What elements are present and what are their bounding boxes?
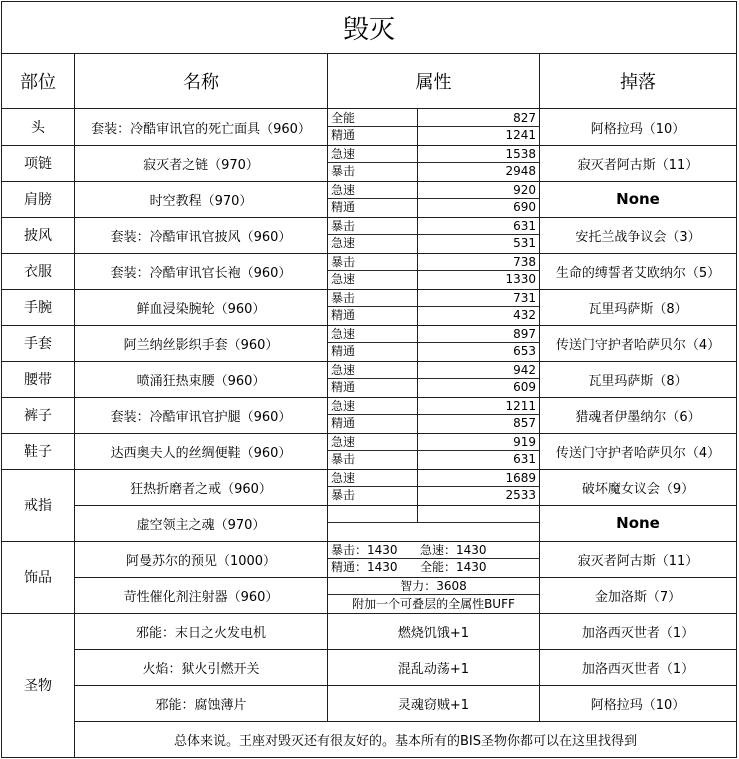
slot-label: 鞋子 [24,444,52,460]
grid-line [417,109,418,145]
item-name: 鲜血浸染腕轮（960） [136,301,266,317]
grid-line [1,1,2,758]
stat-line: 精通：1430 [331,560,398,574]
grid-line [1,53,737,54]
stat-value: 1538 [505,147,536,161]
drop-source: 瓦里玛萨斯（8） [588,301,688,317]
stat-line: 全能：1430 [420,560,487,574]
grid-line [1,289,737,290]
grid-line [417,289,418,325]
slot-label: 戒指 [24,498,52,514]
stat-line: 智力：3608 [400,579,467,593]
stat-value: 857 [513,416,536,430]
slot-label: 头 [31,120,45,136]
item-name: 套装：冷酷审讯官的死亡面具（960） [91,121,311,137]
stat-line: 急速：1430 [420,543,487,557]
grid-line [327,126,540,127]
grid-line [417,325,418,361]
slot-label: 衣服 [24,264,52,280]
stat-label: 暴击 [331,452,356,466]
drop-source: 加洛西灭世者（1） [581,661,695,677]
grid-line [417,217,418,253]
grid-line [327,53,328,721]
header-stats: 属性 [415,72,452,93]
grid-line [327,234,540,235]
stat-value: 919 [513,435,536,449]
drop-source: 金加洛斯（7） [594,589,682,605]
slot-label: 裤子 [24,408,52,424]
stat-label: 暴击 [331,488,356,502]
grid-line [327,414,540,415]
drop-source: 生命的缚誓者艾欧纳尔（5） [555,265,721,281]
stat-value: 432 [513,308,536,322]
page-title: 毁灭 [342,15,395,45]
stat-value: 631 [513,452,536,466]
slot-label: 披风 [24,228,52,244]
grid-line [327,522,540,523]
stat-label: 急速 [331,471,356,485]
stat-label: 暴击 [331,291,356,305]
grid-line [74,649,737,650]
drop-source: 寂灭者阿古斯（11） [577,157,699,173]
relic-name: 邪能：末日之火发电机 [135,625,266,641]
grid-line [327,450,540,451]
grid-line [1,757,737,758]
slot-label: 手套 [24,336,52,352]
grid-line [1,433,737,434]
grid-line [327,342,540,343]
stat-value: 731 [513,291,536,305]
stat-value: 920 [513,183,536,197]
grid-line [327,306,540,307]
grid-line [1,253,737,254]
slot-label: 肩膀 [24,192,52,208]
stat-value: 2533 [505,488,536,502]
stat-value: 1211 [505,399,536,413]
item-name: 苛性催化剂注射器（960） [123,589,279,605]
header-drop: 掉落 [620,72,656,93]
drop-source: None [616,190,660,208]
stat-value: 738 [513,255,536,269]
stat-value: 1241 [505,128,536,142]
grid-line [327,594,540,595]
grid-line [417,469,418,505]
header-name: 名称 [183,72,219,93]
stat-label: 急速 [331,147,356,161]
stat-label: 暴击 [331,164,356,178]
relic-effect: 燃烧饥饿+1 [397,625,470,641]
drop-source: 寂灭者阿古斯（11） [577,553,699,569]
stat-label: 急速 [331,363,356,377]
drop-source: 猎魂者伊墨纳尔（6） [575,409,701,425]
stat-value: 609 [513,380,536,394]
stat-value: 690 [513,200,536,214]
item-name: 阿曼苏尔的预见（1000） [125,553,277,569]
item-name: 套装：冷酷审讯官披风（960） [110,229,292,245]
grid-line [327,486,540,487]
item-name: 达西奥夫人的丝绸便鞋（960） [110,445,292,461]
stat-value: 1689 [505,471,536,485]
grid-line [1,325,737,326]
grid-line [327,558,540,559]
grid-line [417,181,418,217]
grid-line [417,253,418,289]
drop-source: 加洛西灭世者（1） [581,625,695,641]
item-name: 虚空领主之魂（970） [136,517,266,533]
item-name: 套装：冷酷审讯官长袍（960） [110,265,292,281]
grid-line [1,613,737,614]
item-name: 寂灭者之链（970） [143,157,259,173]
relic-effect: 混乱动荡+1 [397,661,470,677]
stat-label: 精通 [331,380,356,394]
grid-line [1,108,737,109]
item-name: 阿兰纳丝影织手套（960） [123,337,279,353]
stat-label: 精通 [331,344,356,358]
stat-line: 暴击：1430 [331,543,398,557]
drop-source: 安托兰战争议会（3） [575,229,701,245]
stat-label: 急速 [331,435,356,449]
item-name: 狂热折磨者之戒（960） [130,481,272,497]
slot-label: 项链 [24,156,52,172]
stat-value: 531 [513,236,536,250]
stat-label: 暴击 [331,255,356,269]
grid-line [417,505,418,522]
grid-line [327,270,540,271]
grid-line [736,1,737,758]
stat-label: 暴击 [331,219,356,233]
stat-label: 急速 [331,183,356,197]
stat-value: 2948 [505,164,536,178]
slot-label: 圣物 [24,678,52,694]
stat-label: 急速 [331,327,356,341]
grid-line [539,53,540,721]
stat-label: 急速 [331,399,356,413]
stat-value: 942 [513,363,536,377]
stat-value: 1330 [505,272,536,286]
grid-line [1,541,737,542]
slot-label: 腰带 [24,372,52,388]
stat-label: 精通 [331,128,356,142]
grid-line [327,162,540,163]
grid-line [1,469,737,470]
grid-line [327,378,540,379]
stat-label: 全能 [331,111,356,125]
header-slot: 部位 [20,72,56,93]
grid-line [74,53,75,758]
slot-label: 手腕 [24,300,52,316]
stat-label: 急速 [331,236,356,250]
summary-note: 总体来说。王座对毁灭还有很友好的。基本所有的BIS圣物你都可以在这里找得到 [173,733,637,749]
item-name: 喷涌狂热束腰（960） [136,373,266,389]
grid-line [74,685,737,686]
grid-line [74,505,737,506]
grid-line [74,721,737,722]
stat-label: 精通 [331,416,356,430]
stat-value: 827 [513,111,536,125]
relic-name: 火焰：狱火引燃开关 [142,661,260,677]
grid-line [417,361,418,397]
relic-effect: 灵魂窃贼+1 [397,697,470,713]
drop-source: 阿格拉玛（10） [590,697,686,713]
stat-label: 急速 [331,272,356,286]
drop-source: 传送门守护者哈萨贝尔（4） [555,445,721,461]
relic-name: 邪能：腐蚀薄片 [155,697,247,713]
stat-value: 631 [513,219,536,233]
grid-line [417,145,418,181]
drop-source: 瓦里玛萨斯（8） [588,373,688,389]
grid-line [1,397,737,398]
drop-source: 阿格拉玛（10） [590,121,686,137]
grid-line [327,198,540,199]
item-name: 套装：冷酷审讯官护腿（960） [110,409,292,425]
stat-line: 附加一个可叠层的全属性BUFF [352,597,515,611]
slot-label: 饰品 [24,570,52,586]
grid-line [1,1,737,2]
grid-line [417,433,418,469]
stat-label: 精通 [331,200,356,214]
grid-line [1,217,737,218]
grid-line [74,577,737,578]
grid-line [1,181,737,182]
stat-label: 精通 [331,308,356,322]
grid-line [1,361,737,362]
item-name: 时空教程（970） [149,193,253,209]
grid-line [417,397,418,433]
stat-value: 653 [513,344,536,358]
drop-source: None [616,514,660,532]
stat-value: 897 [513,327,536,341]
grid-line [1,145,737,146]
drop-source: 破坏魔女议会（9） [581,481,695,497]
drop-source: 传送门守护者哈萨贝尔（4） [555,337,721,353]
